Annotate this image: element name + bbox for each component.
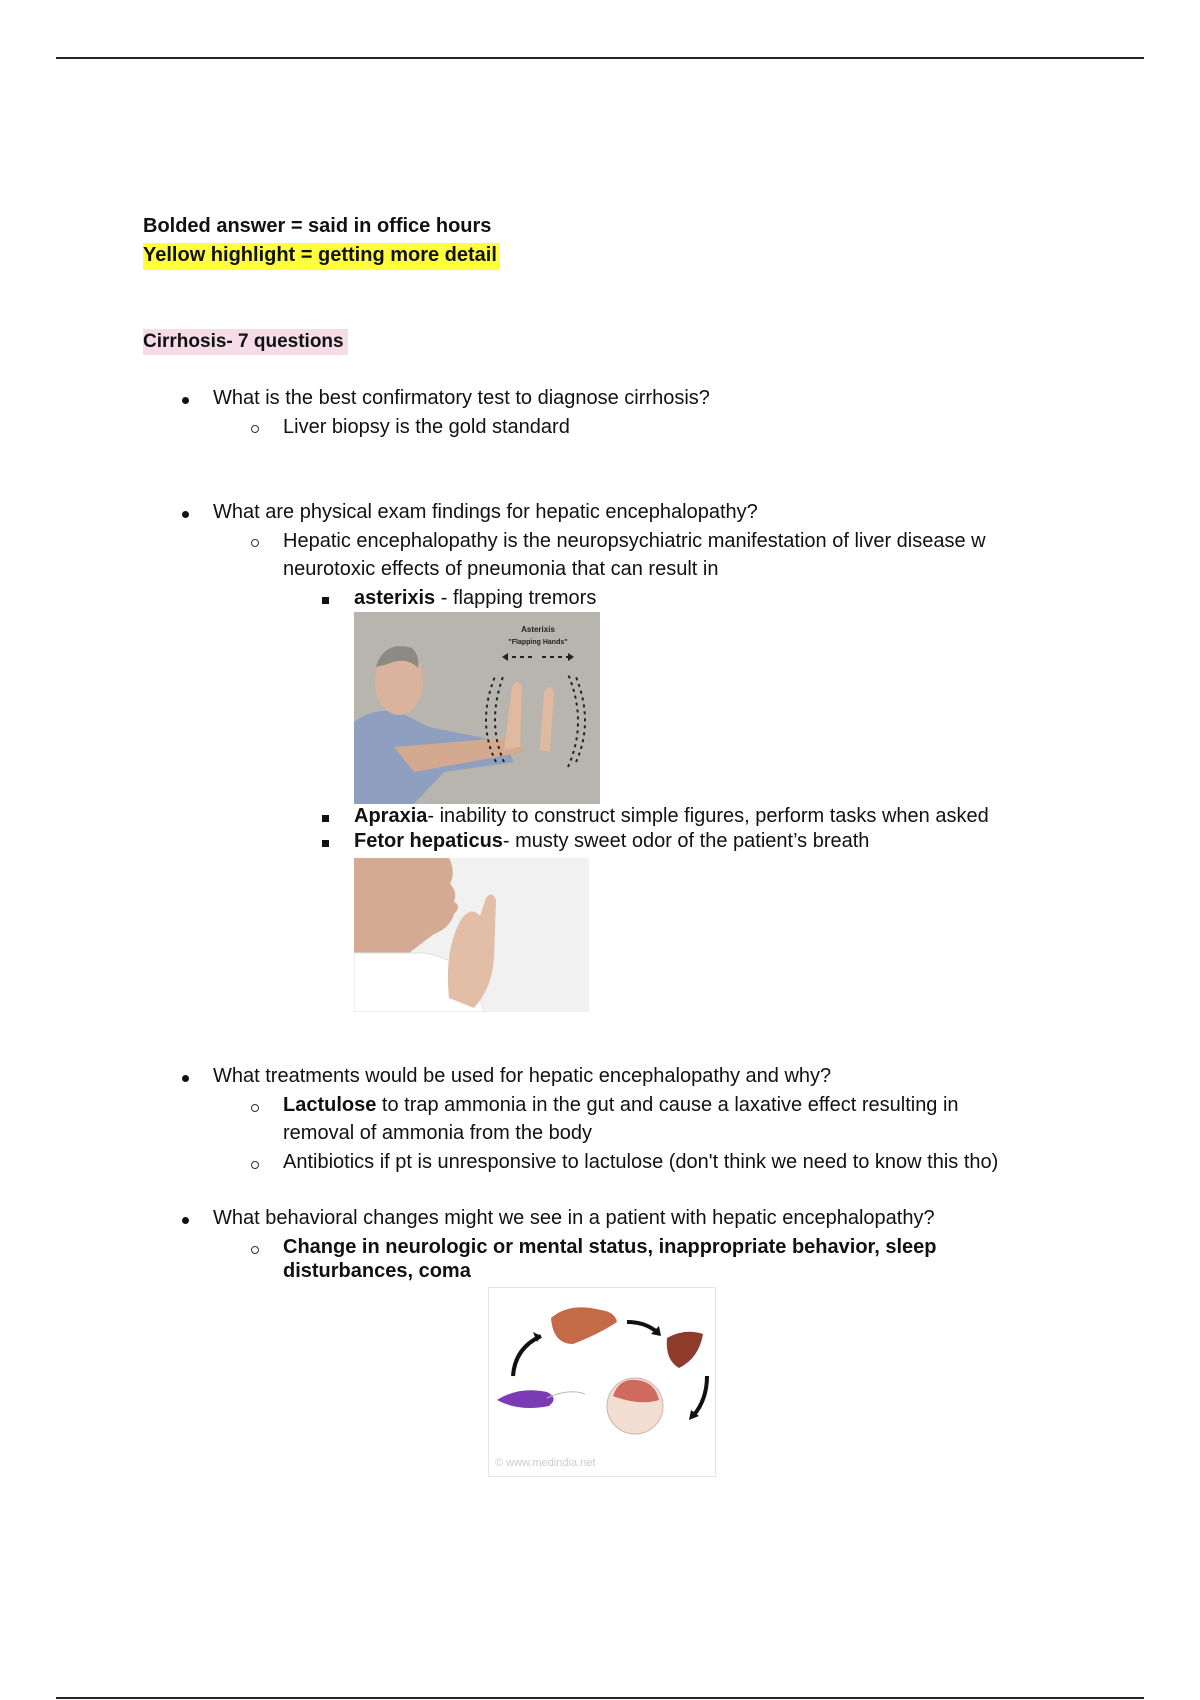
answer-1: Liver biopsy is the gold standard (283, 416, 570, 438)
question-3: What treatments would be used for hepatic encephalopathy and why? (213, 1065, 832, 1087)
answer-3-lactulose-cont: removal of ammonia from the body (283, 1122, 593, 1144)
asterixis-image-label: Asterixis (521, 625, 555, 634)
footer-rule (56, 1697, 1144, 1699)
answer-2-line-1: Hepatic encephalopathy is the neuropsychiatric manifestation of liver disease w (283, 530, 986, 552)
bullet-square (322, 815, 329, 822)
finding-asterixis: asterixis - flapping tremors (354, 587, 597, 609)
bullet-circle (251, 539, 259, 547)
asterixis-image-sublabel: "Flapping Hands" (508, 639, 568, 646)
answer-4-line-2: disturbances, coma (283, 1260, 471, 1282)
encephalopathy-cycle-diagram (488, 1287, 716, 1477)
bullet-circle (251, 425, 259, 433)
question-4: What behavioral changes might we see in a patient with hepatic encephalopathy? (213, 1207, 935, 1229)
bullet-square (322, 597, 329, 604)
answer-4-line-1: Change in neurologic or mental status, inappropriate behavior, sleep (283, 1236, 937, 1258)
legend-bold-note: Bolded answer = said in office hours (143, 215, 492, 237)
fetor-hepaticus-photo (354, 858, 589, 1012)
asterixis-photo (354, 612, 600, 804)
bullet-disc (182, 1217, 189, 1224)
legend-highlight-note: Yellow highlight = getting more detail (143, 243, 500, 270)
bullet-disc (182, 1075, 189, 1082)
bullet-disc (182, 511, 189, 518)
diagram-watermark: © www.medindia.net (495, 1457, 596, 1469)
section-title: Cirrhosis- 7 questions (143, 329, 348, 355)
finding-apraxia: Apraxia- inability to construct simple figures, perform tasks when asked (354, 805, 989, 827)
answer-2-line-2: neurotoxic effects of pneumonia that can result in (283, 558, 719, 580)
question-1: What is the best confirmatory test to diagnose cirrhosis? (213, 387, 710, 409)
question-2: What are physical exam findings for hepatic encephalopathy? (213, 501, 758, 523)
bullet-circle (251, 1104, 259, 1112)
bullet-circle (251, 1161, 259, 1169)
finding-fetor-hepaticus: Fetor hepaticus- musty sweet odor of the patient’s breath (354, 830, 870, 852)
answer-3-lactulose: Lactulose to trap ammonia in the gut and cause a laxative effect resulting in (283, 1094, 959, 1116)
bullet-square (322, 840, 329, 847)
header-rule (56, 57, 1144, 59)
bullet-disc (182, 397, 189, 404)
answer-3-antibiotics: Antibiotics if pt is unresponsive to lactulose (don't think we need to know this tho) (283, 1151, 999, 1173)
bullet-circle (251, 1246, 259, 1254)
